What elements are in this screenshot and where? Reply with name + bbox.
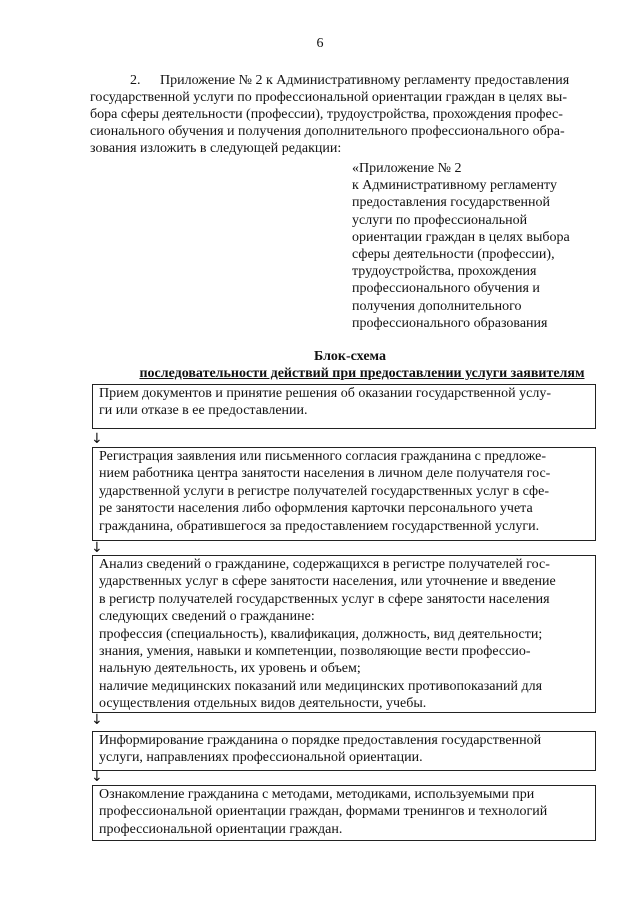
flowchart-step-3 xyxy=(92,555,596,713)
step-line: профессия (специальность), квалификация, должность, вид деятельности; xyxy=(99,626,543,642)
annex-line: трудоустройства, прохождения xyxy=(352,264,537,280)
annex-line: сферы деятельности (профессии), xyxy=(352,247,555,263)
paragraph-line: зования изложить в следующей редакции: xyxy=(90,141,342,156)
step-line: Регистрация заявления или письменного согласия гражданина с предложе- xyxy=(99,449,547,464)
step-line: следующих сведений о гражданине: xyxy=(99,609,315,625)
step-line: гражданина, обратившегося за предоставлением государственной услуги. xyxy=(99,518,540,534)
paragraph-line: государственной услуги по профессиональной ориентации граждан в целях вы- xyxy=(90,90,567,105)
annex-line: «Приложение № 2 xyxy=(352,161,462,176)
step-line: ударственных услуг в сфере занятости населения, или уточнение и введение xyxy=(99,574,556,590)
flowchart-title: Блок-схема xyxy=(314,349,386,364)
paragraph-line: сионального обучения и получения дополнительного профессионального обра- xyxy=(90,124,565,139)
step-line: ударственной услуги в регистре получателей государственных услуг в сфе- xyxy=(99,483,550,499)
arrow-down-icon: ↓ xyxy=(91,712,103,728)
step-line: Ознакомление гражданина с методами, методиками, используемыми при xyxy=(99,787,535,802)
arrow-down-icon: ↓ xyxy=(91,540,103,556)
annex-line: профессионального образования xyxy=(352,315,548,331)
step-line: в регистр получателей государственных услуг в сфере занятости населения xyxy=(99,591,550,607)
paragraph-number: 2. xyxy=(130,73,141,88)
step-line: Анализ сведений о гражданине, содержащихся в регистре получателей гос- xyxy=(99,557,550,572)
annex-line: ориентации граждан в целях выбора xyxy=(352,229,570,245)
arrow-down-icon: ↓ xyxy=(91,769,103,785)
amendment-paragraph xyxy=(90,72,602,157)
arrow-down-icon: ↓ xyxy=(91,431,103,447)
annex-line: услуги по профессиональной xyxy=(352,212,528,228)
step-line: нальную деятельность, их уровень и объем; xyxy=(99,661,361,677)
step-line: Прием документов и принятие решения об оказании государственной услу- xyxy=(99,386,551,401)
flowchart-step-5 xyxy=(92,785,596,841)
flowchart-step-1 xyxy=(92,384,596,429)
step-line: услуги, направлениях профессиональной ориентации. xyxy=(99,750,423,766)
step-line: Информирование гражданина о порядке предоставления государственной xyxy=(99,733,542,748)
flowchart-step-2 xyxy=(92,447,596,541)
annex-line: профессионального обучения и xyxy=(352,281,540,297)
step-line: осуществления отдельных видов деятельности, учебы. xyxy=(99,696,427,712)
flowchart-step-4 xyxy=(92,731,596,771)
step-line: нием работника центра занятости населения в личном деле получателя гос- xyxy=(99,466,551,482)
step-line: знания, умения, навыки и компетенции, позволяющие вести профессио- xyxy=(99,644,531,660)
page-number: 6 xyxy=(316,36,324,51)
step-line: ги или отказе в ее предоставлении. xyxy=(99,403,308,419)
annex-line: получения дополнительного xyxy=(352,298,522,314)
flowchart-subtitle: последовательности действий при предоставлении услуги заявителям xyxy=(139,366,585,381)
step-line: ре занятости населения либо оформления карточки персонального учета xyxy=(99,501,533,517)
step-line: профессиональной ориентации граждан, формами тренингов и технологий xyxy=(99,804,548,820)
paragraph-line: Приложение № 2 к Административному регламенту предоставления xyxy=(160,73,570,88)
annex-line: предоставления государственной xyxy=(352,195,551,211)
annex-line: к Административному регламенту xyxy=(352,178,557,194)
step-line: профессиональной ориентации граждан. xyxy=(99,821,343,837)
step-line: наличие медицинских показаний или медицинских противопоказаний для xyxy=(99,678,543,694)
paragraph-line: бора сферы деятельности (профессии), трудоустройства, прохождения профес- xyxy=(90,107,563,122)
annex-header xyxy=(352,160,612,332)
